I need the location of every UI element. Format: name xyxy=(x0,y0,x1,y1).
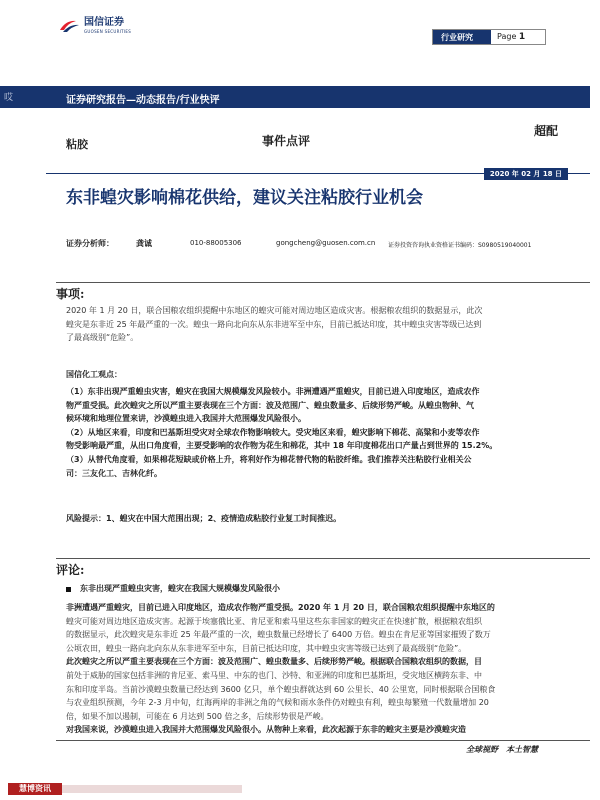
report-title: 东非蝗灾影响棉花供给，建议关注粘胶行业机会 xyxy=(66,188,423,208)
watermark-badge: 慧博资讯 xyxy=(8,783,62,795)
comment-line: 非洲遭遇严重蝗灾，目前已进入印度地区，造成农作物严重受损。2020 年 1 月 20 日，联合国粮农组织提醒中东地区的 xyxy=(66,603,495,612)
brand-mark-icon xyxy=(58,18,80,34)
events-divider xyxy=(56,282,590,283)
comment-line: 的数据显示，此次蝗灾是东非近 25 年最严重的一次，蝗虫数量已经增长了 6400 万倍。蝗虫在肯尼亚等国家摧毁了数万 xyxy=(66,630,491,640)
events-line: 2020 年 1 月 20 日，联合国粮农组织提醒中东地区的蝗灾可能对周边地区造成灾害。根据粮农组织的数据显示，此次 xyxy=(66,306,483,315)
views-line: 物受影响最严重，从出口角度看，主要受影响的农作物为花生和棉花，其中 18 年印度棉花出口产量占到世界的 15.2%。 xyxy=(66,441,498,451)
rating-label: 超配 xyxy=(534,124,559,138)
footer-slogan: 全球视野 本土智慧 xyxy=(466,744,538,754)
header-box xyxy=(432,29,546,45)
industry-label: 粘胶 xyxy=(66,138,88,151)
views-line: （2）从地区来看，印度和巴基斯坦受灾对全球农作物影响较大。受灾地区来看，蝗灾影响下棉花、高粱和小麦等农作 xyxy=(66,427,480,437)
comment-line: 对我国来说，沙漠蝗虫进入我国并大范围爆发风险很小。从物种上来看，此次起源于东非的蝗灾主要是沙漠蝗灾造 xyxy=(66,725,466,735)
event-label: 事件点评 xyxy=(262,134,311,148)
comment-heading: 评论: xyxy=(56,563,85,577)
report-date: 2020 年 02 月 18 日 xyxy=(484,168,568,180)
risk-warning: 风险提示：1、蝗灾在中国大范围出现；2、疫情造成粘胶行业复工时间推迟。 xyxy=(66,514,342,523)
comment-line: 蝗灾可能对周边地区造成灾害。起源于埃塞俄比亚、肯尼亚和索马里这些东非国家的蝗灾正在快速扩散，根据粮农组织 xyxy=(66,616,482,626)
comment-line: 公顷农田，蝗虫一路向北向东从东非进军至中东，目前已抵达印度，其中蝗虫灾害等级已达到了最高级别“危险”。 xyxy=(66,643,467,653)
views-line: （1）东非出现严重蝗虫灾害，蝗灾在我国大规模爆发风险较小。非洲遭遇严重蝗灾，目前已进入印度地区，造成农作 xyxy=(66,387,480,396)
brand-name-en: GUOSEN SECURITIES xyxy=(84,29,132,34)
views-heading: 国信化工观点： xyxy=(66,370,122,379)
views-paragraph xyxy=(66,385,497,480)
views-line: （3）从替代角度看，如果棉花短缺或价格上升，将利好作为棉花替代物的粘胶纤维。我们推荐关注粘胶行业相关公 xyxy=(66,454,472,464)
page-number: 1 xyxy=(518,32,526,42)
comment-line: 前处于威胁的国家包括非洲的肯尼亚、索马里、中东的也门、沙特、和亚洲的印度和巴基斯坦，受灾地区横跨东非、中 xyxy=(66,670,482,680)
analyst-license: 证券投资咨询执业资格证书编码：S0980519040001 xyxy=(388,242,532,249)
comment-line: 此次蝗灾之所以严重主要表现在三个方面：波及范围广、蝗虫数量多、后续形势严峻。根据联合国粮农组织的数据，目 xyxy=(66,657,482,667)
events-paragraph xyxy=(66,304,482,345)
views-line: 候环境和地理位置来讲，沙漠蝗虫进入我国并大范围爆发风险很小。 xyxy=(66,414,306,424)
report-type-title: 证券研究报告—动态报告/行业快评 xyxy=(66,95,220,106)
analyst-name: 龚诚 xyxy=(136,239,152,248)
bullet-square-icon xyxy=(66,587,71,592)
report-category: 行业研究 xyxy=(433,30,491,44)
comment-divider xyxy=(56,558,590,559)
page-indicator xyxy=(491,30,545,44)
brand-name: 国信证券 xyxy=(84,17,124,28)
comment-line: 与农业组织预测，今年 2-3 月中旬，红海两岸的非洲之角的气候和雨水条件仍对蝗虫有利，蝗虫每繁殖一代数量增加 20 xyxy=(66,698,489,708)
views-line: 物严重受损。此次蝗灾之所以严重主要表现在三个方面：波及范围广、蝗虫数量多、后续形势严峻。从蝗虫物种、气 xyxy=(66,400,474,410)
comment-line: 东和印度半岛。当前沙漠蝗虫数量已经达到 3600 亿只，单个蝗虫群就达到 60 公里长、40 公里宽，同时根据联合国粮食 xyxy=(66,684,496,694)
views-line: 司：三友化工、吉林化纤。 xyxy=(66,468,162,478)
watermark-strip xyxy=(62,785,242,793)
analyst-label: 证券分析师： xyxy=(66,239,114,248)
events-line: 了最高级别“危险”。 xyxy=(66,333,139,343)
date-bar xyxy=(46,168,590,180)
comment-body xyxy=(66,601,495,737)
comment-bullet: 东非出现严重蝗虫灾害，蝗灾在我国大规模爆发风险很小 xyxy=(80,584,280,593)
events-line: 蝗灾是东非近 25 年最严重的一次。蝗虫一路向北向东从东非进军至中东，目前已抵达印度，其中蝗虫灾害等级已达到 xyxy=(66,319,482,329)
brand-logo xyxy=(58,18,131,34)
page-label: Page xyxy=(497,32,517,41)
footer-divider xyxy=(56,740,590,741)
analyst-phone: 010-88005306 xyxy=(190,239,242,247)
events-heading: 事项: xyxy=(56,287,85,301)
comment-line: 倍，如果不加以遏制，可能在 6 月达到 500 倍之多，后续形势很是严峻。 xyxy=(66,711,329,721)
band-side-text: 哎 xyxy=(4,93,14,103)
analyst-email: gongcheng@guosen.com.cn xyxy=(276,239,376,247)
